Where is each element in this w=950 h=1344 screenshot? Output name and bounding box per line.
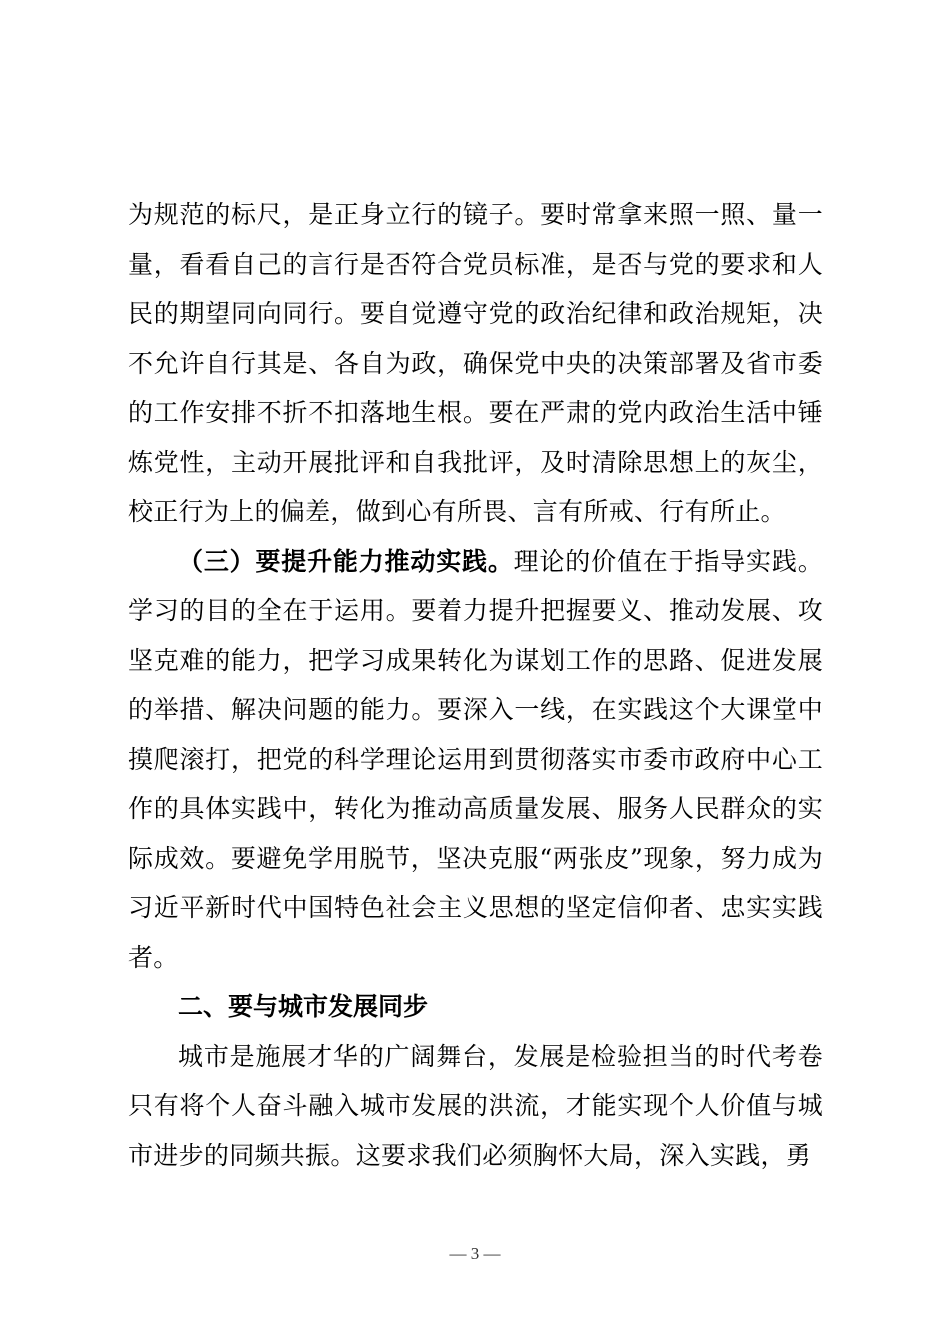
paragraph-continuation: 为规范的标尺，是正身立行的镜子。要时常拿来照一照、量一量，看看自己的言行是否符合党员标准，是否与党的要求和人民的期望同向同行。要自觉遵守党的政治纪律和政治规矩，决不允许自行其是、各自为政，确保党中央的决策部署及省市委的工作安排不折不扣落地生根。要在严肃的党内政治生活中锤炼党性，主动开展批评和自我批评，及时清除思想上的灰尘，校正行为上的偏差，做到心有所畏、言有所戒、行有所止。 [128, 200, 823, 526]
paragraph-body: 理论的价值在于指导实践。学习的目的全在于运用。要着力提升把握要义、推动发展、攻坚克难的能力，把学习成果转化为谋划工作的思路、促进发展的举措、解决问题的能力。要深入一线，在实践这个大课堂中摸爬滚打，把党的科学理论运用到贯彻落实市委市政府中心工作的具体实践中，转化为推动高质量发展、服务人民群众的实际成效。要避免学用脱节，坚决克服“两张皮”现象，努力成为习近平新时代中国特色社会主义思想的坚定信仰者、忠实实践者。 [128, 546, 823, 972]
paragraph-lead-heading: （三）要提升能力推动实践。 [178, 546, 514, 576]
document-body [128, 190, 823, 1180]
section-heading: 二、要与城市发展同步 [178, 992, 429, 1021]
page-number: — 3 — [449, 1244, 501, 1263]
paragraph-city-development: 城市是施展才华的广阔舞台，发展是检验担当的时代考卷只有将个人奋斗融入城市发展的洪流，才能实现个人价值与城市进步的同频共振。这要求我们必须胸怀大局，深入实践，勇 [128, 1041, 823, 1170]
paragraph-improve-ability [128, 537, 823, 983]
